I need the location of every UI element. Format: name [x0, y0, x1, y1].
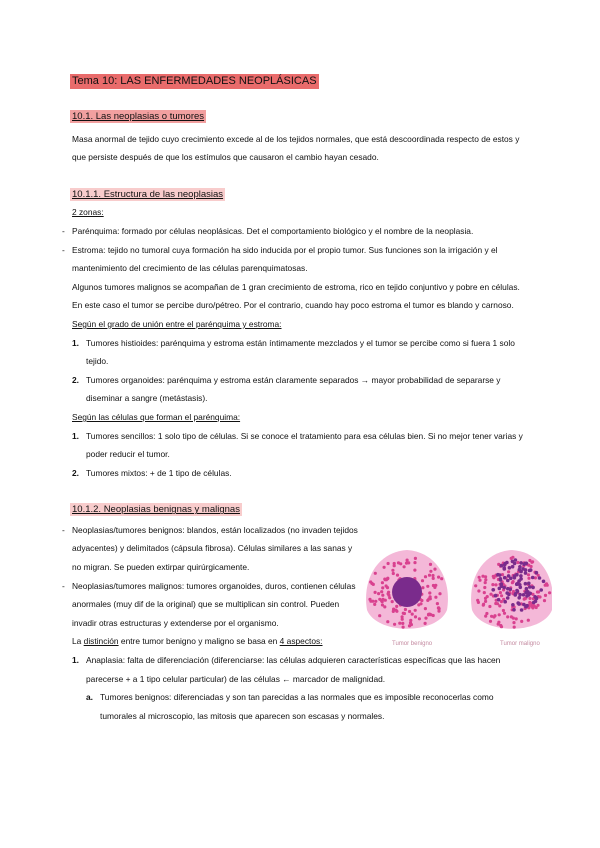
cell	[498, 613, 501, 616]
cell	[424, 575, 427, 578]
cell	[483, 586, 486, 589]
cell	[546, 584, 549, 587]
malignant-cell	[507, 593, 511, 597]
cell	[499, 591, 502, 594]
cell	[488, 605, 491, 608]
item-text: Tumores benignos: diferenciadas y son tan parecidas a las normales que es imposible reconocerlas como tumorales al microscopio, las mitosis que aparecen son escasas y normales.	[100, 692, 494, 721]
malignant-cell	[500, 564, 504, 568]
cell	[536, 590, 539, 593]
malignant-cell	[505, 561, 509, 565]
cell	[395, 605, 398, 608]
item-text: Anaplasia: falta de diferenciación (diferenciarse: las células adquieren características específicas que las hacen parecerse + a 1 tipo celular particular) de las células ← marcador de malignidad.	[86, 655, 501, 684]
item-number: 1.	[72, 655, 79, 666]
cell	[476, 599, 479, 602]
malignant-cell	[506, 579, 510, 583]
malignant-cell	[499, 578, 503, 582]
cell	[502, 609, 505, 612]
item-number: 2.	[72, 467, 79, 478]
cell	[477, 589, 480, 592]
cell	[424, 617, 427, 620]
malignant-cell	[503, 600, 507, 604]
cell	[411, 613, 414, 616]
item-number: 2.	[72, 374, 79, 385]
malignant-cell	[508, 566, 512, 570]
item-number: a.	[86, 692, 93, 703]
malignant-cell	[518, 593, 522, 597]
cell	[404, 608, 407, 611]
cell	[484, 600, 487, 603]
cell	[426, 585, 429, 588]
cell	[424, 622, 427, 625]
page-title: Tema 10: LAS ENFERMEDADES NEOPLÁSICAS	[72, 75, 317, 87]
malignant-cell	[531, 576, 535, 580]
malignant-cell	[524, 568, 528, 572]
list-item	[62, 651, 532, 688]
cell	[421, 579, 424, 582]
cell	[399, 562, 402, 565]
list-item	[62, 688, 532, 725]
cell	[544, 594, 547, 597]
malignant-cell	[525, 587, 529, 591]
malignant-cell	[515, 589, 519, 593]
cell	[414, 615, 417, 618]
cell	[478, 579, 481, 582]
malignant-cell	[513, 574, 517, 578]
cell	[387, 562, 390, 565]
cell	[492, 615, 495, 618]
cell	[396, 574, 399, 577]
cell	[478, 576, 481, 579]
cell	[437, 576, 440, 579]
malignant-cell	[535, 571, 539, 575]
malignant-cell	[528, 585, 532, 589]
cell	[503, 612, 506, 615]
malignant-cell	[511, 565, 515, 569]
cell	[485, 612, 488, 615]
cell	[437, 606, 440, 609]
cell	[381, 586, 384, 589]
cell	[510, 615, 513, 618]
malignant-cell	[498, 573, 502, 577]
malignant-cell	[524, 571, 528, 575]
malignant-cell	[503, 576, 507, 580]
malignant-cell	[512, 608, 516, 612]
cell	[402, 612, 405, 615]
malignant-cell	[524, 582, 528, 586]
cell	[512, 580, 515, 583]
cell	[431, 574, 434, 577]
cell	[424, 607, 427, 610]
cell	[527, 619, 530, 622]
cell	[513, 626, 516, 629]
cell	[500, 594, 503, 597]
list-item	[62, 464, 532, 483]
malignant-cell	[502, 586, 506, 590]
cell	[428, 591, 431, 594]
cell	[373, 603, 376, 606]
malignant-cell	[532, 601, 536, 605]
malignant-cell	[522, 593, 526, 597]
cell	[437, 610, 440, 613]
cell	[500, 600, 503, 603]
malignant-cell	[525, 604, 529, 608]
list-item	[62, 427, 532, 464]
list-item: - Neoplasias/tumores malignos: tumores organoides, duros, contienen células anormales (muy dif de la original) que se multiplican sin control. Pueden invadir otras estructuras y extenderse por el organismo.	[62, 577, 362, 633]
cell	[432, 614, 435, 617]
cell	[417, 603, 420, 606]
sub-label: Según las células que forman el parénquima:	[72, 411, 241, 422]
cell	[377, 592, 380, 595]
cell	[386, 586, 389, 589]
malignant-cell	[506, 596, 510, 600]
cell	[512, 621, 515, 624]
cell	[474, 584, 477, 587]
cell	[486, 595, 489, 598]
cell	[427, 613, 430, 616]
cell	[429, 595, 432, 598]
malignant-cell	[519, 561, 523, 565]
cell	[394, 609, 397, 612]
cell	[527, 573, 530, 576]
cell	[414, 557, 417, 560]
cell	[497, 623, 500, 626]
malignant-cell	[517, 579, 521, 583]
malignant-cell	[519, 586, 523, 590]
text: La	[72, 636, 84, 647]
cell	[527, 577, 530, 580]
cell	[498, 604, 501, 607]
malignant-cell	[497, 598, 501, 602]
malignant-cell	[517, 602, 521, 606]
cell	[369, 580, 372, 583]
malignant-cell	[511, 603, 515, 607]
cell	[401, 622, 404, 625]
cell	[510, 557, 513, 560]
cell	[536, 604, 539, 607]
cell	[538, 595, 541, 598]
malignant-cell	[522, 603, 526, 607]
text: entre tumor benigno y maligno se basa en	[118, 636, 280, 647]
item-text: Tumores histioides: parénquima y estroma están íntimamente mezclados y el tumor se percibe como si fuera 1 solo tejido.	[86, 337, 515, 367]
label-zonas: 2 zonas:	[72, 207, 104, 218]
cell	[516, 561, 519, 564]
cell	[393, 562, 396, 565]
cell	[391, 600, 394, 603]
list-item: - Estroma: tejido no tumoral cuya formación ha sido inducida por el propio tumor. Sus funciones son la irrigación y el mantenimiento del crecimiento de las células parenquimatosas.	[62, 241, 532, 278]
cell	[434, 596, 437, 599]
item-text: Tumores sencillos: 1 solo tipo de células. Si se conoce el tratamiento para esa células bien. Si no mejor tener varias y poder reducir el tumor.	[86, 430, 523, 460]
cell	[507, 570, 510, 573]
cell	[428, 574, 431, 577]
malignant-cell	[531, 586, 535, 590]
malignant-cell	[517, 596, 521, 600]
malignant-cell	[522, 563, 526, 567]
list-item: - Parénquima: formado por células neoplásicas. Det el comportamiento biológico y el nombre de la neoplasia.	[62, 222, 532, 241]
cell	[383, 566, 386, 569]
malignant-cell	[528, 569, 532, 573]
cell	[494, 583, 497, 586]
subsection-heading: 10.1.1. Estructura de las neoplasias	[72, 188, 224, 200]
cell	[481, 575, 484, 578]
cell	[386, 620, 389, 623]
text: distinción	[83, 636, 119, 647]
caption-malign: Tumor maligno	[500, 641, 540, 647]
cell	[381, 581, 384, 584]
cell	[491, 583, 494, 586]
cell	[408, 610, 411, 613]
cell	[406, 559, 409, 562]
cell	[374, 572, 377, 575]
cell	[528, 597, 531, 600]
cell	[438, 592, 441, 595]
malignant-cell	[509, 577, 513, 581]
item-text: Tumores organoides: parénquima y estroma están claramente separados → mayor probabilidad de separarse y diseminar a sangre (metástasis).	[86, 374, 501, 404]
cell	[506, 615, 509, 618]
cell	[429, 570, 432, 573]
cell	[383, 578, 386, 581]
cell	[403, 565, 406, 568]
paragraph: Masa anormal de tejido cuyo crecimiento excede al de los tejidos normales, que está descoordinada respecto de estos y que persiste después de que los estímulos que causaron el cambio hayan cesado.	[72, 133, 520, 163]
cell	[440, 577, 443, 580]
list-item	[62, 371, 532, 408]
malignant-cell	[539, 588, 543, 592]
malignant-cell	[538, 576, 542, 580]
cell	[483, 591, 486, 594]
cell	[383, 605, 386, 608]
malignant-cell	[525, 594, 529, 598]
cell	[413, 569, 416, 572]
malignant-cell	[515, 582, 519, 586]
sub-label: Según el grado de unión entre el parénquima y estroma:	[72, 318, 282, 329]
malignant-cell	[518, 565, 522, 569]
cell	[418, 617, 421, 620]
cell	[543, 599, 546, 602]
cell	[432, 577, 435, 580]
malignant-cell	[542, 580, 546, 584]
paragraph: Algunos tumores malignos se acompañan de 1 gran crecimiento de estroma, rico en tejido conjuntivo y pobre en células. En este caso el tumor se percibe duro/pétreo. Por el contrario, cuando hay poco estroma el tumor es blando y carnoso.	[72, 281, 520, 311]
cell	[387, 592, 390, 595]
cell	[414, 609, 417, 612]
cell	[378, 614, 381, 617]
cell	[378, 598, 381, 601]
cell	[434, 584, 437, 587]
malignant-cell	[502, 566, 506, 570]
malignant-cell	[494, 594, 498, 598]
malignant-cell	[514, 558, 518, 562]
cell	[380, 590, 383, 593]
cell	[392, 572, 395, 575]
section-heading: 10.1. Las neoplasias o tumores	[72, 111, 205, 122]
malignant-cell	[513, 562, 517, 566]
cell	[401, 618, 404, 621]
cell	[402, 626, 405, 629]
item-number: 1.	[72, 430, 79, 441]
cell	[489, 620, 492, 623]
cell	[482, 604, 485, 607]
cell	[421, 586, 424, 589]
benign-tumor-mass	[392, 577, 422, 607]
cell	[368, 598, 371, 601]
cell	[530, 561, 533, 564]
malignant-cell	[506, 587, 510, 591]
caption-benign: Tumor benigno	[392, 641, 433, 647]
subsection-heading: 10.1.2. Neoplasias benignas y malignas	[72, 504, 240, 516]
cell	[420, 599, 423, 602]
cell	[484, 578, 487, 581]
cell	[381, 594, 384, 597]
malignant-cell	[491, 588, 495, 592]
cell	[398, 622, 401, 625]
tumor-illustration	[362, 540, 552, 655]
malignant-cell	[528, 592, 532, 596]
list-item: - Neoplasias/tumores benignos: blandos, están localizados (no invaden tejidos adyacentes) y delimitados (cápsula fibrosa). Células similares a las sanas y no migran. Se pueden extirpar quirúrgicamente.	[62, 521, 362, 577]
cell	[413, 561, 416, 564]
malignant-cell	[527, 582, 531, 586]
cell	[484, 581, 487, 584]
cell	[548, 591, 551, 594]
cell	[384, 599, 387, 602]
cell	[391, 569, 394, 572]
malignant-cell	[535, 597, 539, 601]
item-number: 1.	[72, 337, 79, 348]
list-item	[62, 334, 532, 371]
text: 4 aspectos:	[279, 636, 323, 647]
cell	[409, 619, 412, 622]
cell	[393, 623, 396, 626]
cell	[433, 568, 436, 571]
cell	[520, 620, 523, 623]
tumor-cells-image	[362, 540, 552, 640]
cell	[374, 600, 377, 603]
cell	[429, 563, 432, 566]
cell	[374, 591, 377, 594]
cell	[386, 577, 389, 580]
malignant-cell	[520, 608, 524, 612]
cell	[500, 625, 503, 628]
cell	[436, 602, 439, 605]
cell	[515, 617, 518, 620]
item-text: Tumores mixtos: + de 1 tipo de células.	[86, 467, 232, 478]
cell	[405, 562, 408, 565]
malignant-cell	[514, 593, 518, 597]
